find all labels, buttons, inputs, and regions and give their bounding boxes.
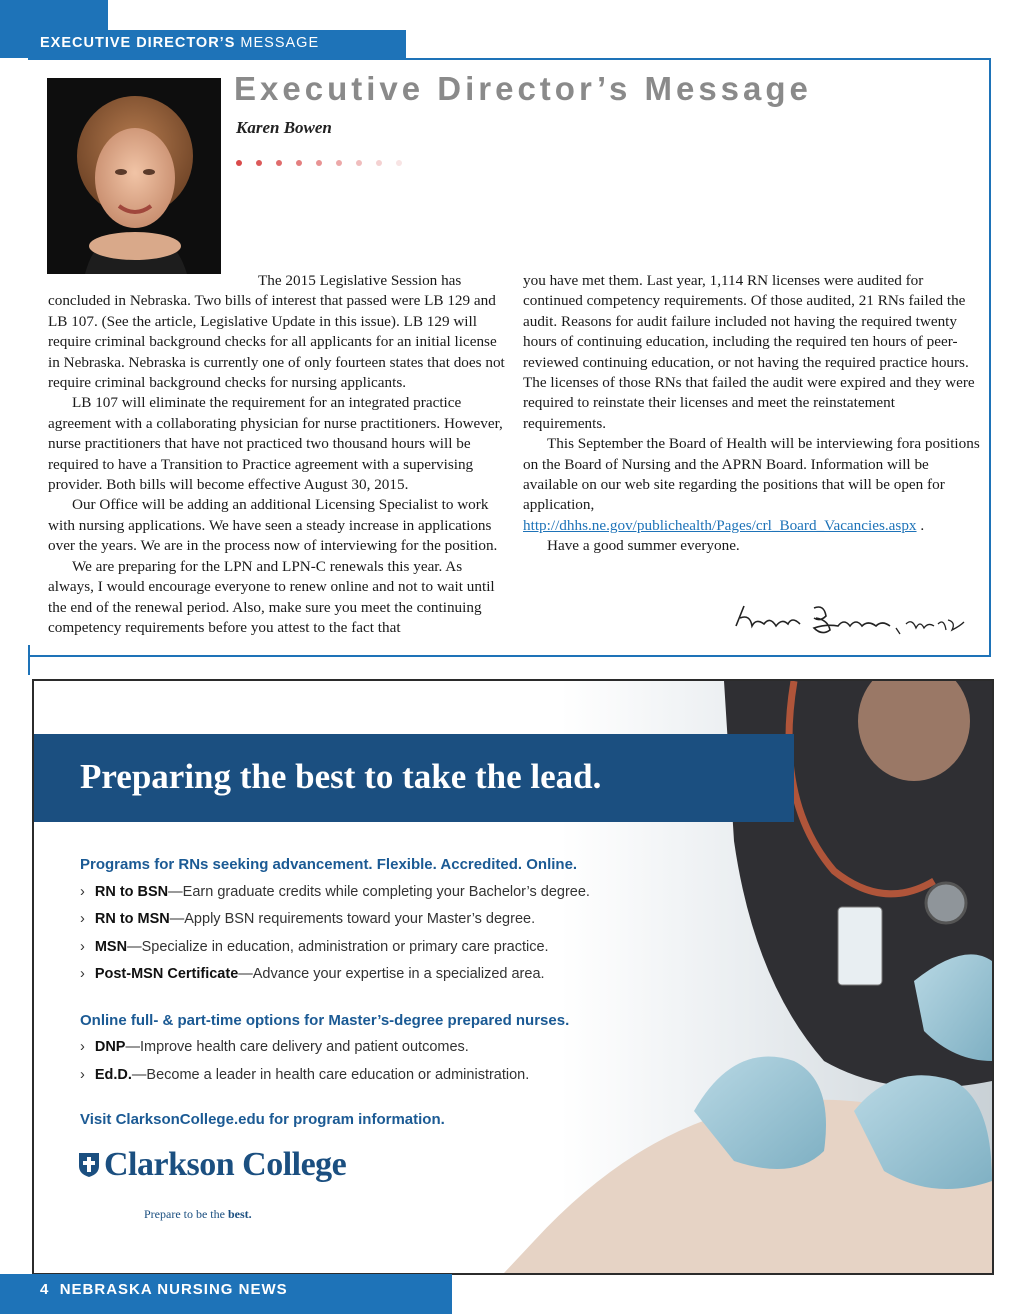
dot [276, 160, 282, 166]
chevron-right-icon: › [80, 939, 85, 955]
chevron-right-icon: › [80, 1039, 85, 1055]
program-item: › Ed.D.—Become a leader in health care education or administration. [80, 1067, 530, 1083]
section-header-light: MESSAGE [240, 35, 320, 51]
section-header [40, 35, 319, 51]
chevron-right-icon: › [80, 966, 85, 982]
article-title: Executive Director’s Message [234, 70, 812, 107]
dot [256, 160, 262, 166]
dot [396, 160, 402, 166]
paragraph-text: . [920, 516, 925, 534]
section-header-bold: EXECUTIVE DIRECTOR’S [40, 35, 236, 51]
logo-wordmark: Clarkson College [104, 1146, 347, 1183]
program-item: › RN to BSN—Earn graduate credits while completing your Bachelor’s degree. [80, 884, 590, 900]
handwritten-signature [730, 596, 970, 642]
paragraph: We are preparing for the LPN and LPN-C renewals this year. As always, I would encourage everyone to renew online and not to wait until the end of the renewal period. Also, make sure you meet the continuing competency requirements before you attest to the fact that [48, 557, 495, 636]
dot [236, 160, 242, 166]
footer-folio [40, 1281, 288, 1298]
article-column-1 [48, 271, 508, 638]
program-item: › DNP—Improve health care delivery and patient outcomes. [80, 1039, 469, 1055]
chevron-right-icon: › [80, 911, 85, 927]
publication-name: NEBRASKA NURSING NEWS [59, 1281, 288, 1298]
program-item: › RN to MSN—Apply BSN requirements toward your Master’s degree. [80, 911, 536, 927]
logo-tagline: Prepare to be the best. [144, 1207, 252, 1221]
programs-heading: Programs for RNs seeking advancement. Flexible. Accredited. Online. [80, 856, 578, 873]
article-frame-bottom-rule [28, 655, 991, 657]
program-item: › Post-MSN Certificate—Advance your expertise in a specialized area. [80, 966, 545, 982]
article-column-2 [523, 271, 981, 557]
paragraph: LB 107 will eliminate the requirement for an integrated practice agreement with a collaborating physician for nurse practitioners. However, nurse practitioners that have not practiced two thousand hours will be required to have a Transition to Practice agreement with a supervising provider. Both bills will become effective August 30, 2015. [48, 394, 503, 494]
author-photo [47, 78, 221, 274]
dot [376, 160, 382, 166]
dot [336, 160, 342, 166]
visit-website-text: Visit ClarksonCollege.edu for program information. [80, 1111, 445, 1128]
dot [296, 160, 302, 166]
paragraph-text: This September the Board of Health will be interviewing fora positions on the Board of Nursing and the APRN Board. Information will be available on our web site regarding the positions that will be open for application, [523, 435, 980, 514]
page-number: 4 [40, 1281, 50, 1298]
clarkson-college-advertisement [32, 679, 994, 1275]
board-vacancies-link[interactable]: http://dhhs.ne.gov/publichealth/Pages/crl_Board_Vacancies.aspx [523, 516, 917, 534]
program-item: › MSN—Specialize in education, administration or primary care practice. [80, 939, 549, 955]
paragraph [523, 434, 981, 536]
chevron-right-icon: › [80, 1067, 85, 1083]
decorative-dot-row [236, 153, 416, 163]
ad-headline: Preparing the best to take the lead. [80, 757, 602, 796]
clarkson-college-logo [78, 1146, 346, 1184]
online-options-heading: Online full- & part-time options for Master’s-degree prepared nurses. [80, 1012, 570, 1029]
paragraph: Our Office will be adding an additional Licensing Specialist to work with nursing applications. We have seen a steady increase in applications over the years. We are in the process now of interviewing for the position. [48, 496, 498, 555]
paragraph: you have met them. Last year, 1,114 RN licenses were audited for continued competency requirements. Of those audited, 21 RNs failed the audit. Reasons for audit failure included not having the required twenty hours of continuing education, including the required ten hours of peer-reviewed continuing education, or not having the required practice hours. The licenses of those RNs that failed the audit were expired and they were required to reinstate their licenses and meet the reinstatement requirements. [523, 272, 975, 432]
paragraph: The 2015 Legislative Session has concluded in Nebraska. Two bills of interest that passed were LB 129 and LB 107. (See the article, Legislative Update in this issue). LB 129 will require criminal background checks for all applicants for an initial license in Nebraska. Nebraska is currently one of only fourteen states that does not require criminal background checks for nursing applicants. [48, 272, 505, 392]
shield-cross-icon [78, 1152, 100, 1178]
chevron-right-icon: › [80, 884, 85, 900]
dot [316, 160, 322, 166]
article-author: Karen Bowen [236, 118, 332, 137]
dot [356, 160, 362, 166]
article-frame-left-tick [28, 645, 30, 675]
paragraph: Have a good summer everyone. [547, 537, 740, 555]
